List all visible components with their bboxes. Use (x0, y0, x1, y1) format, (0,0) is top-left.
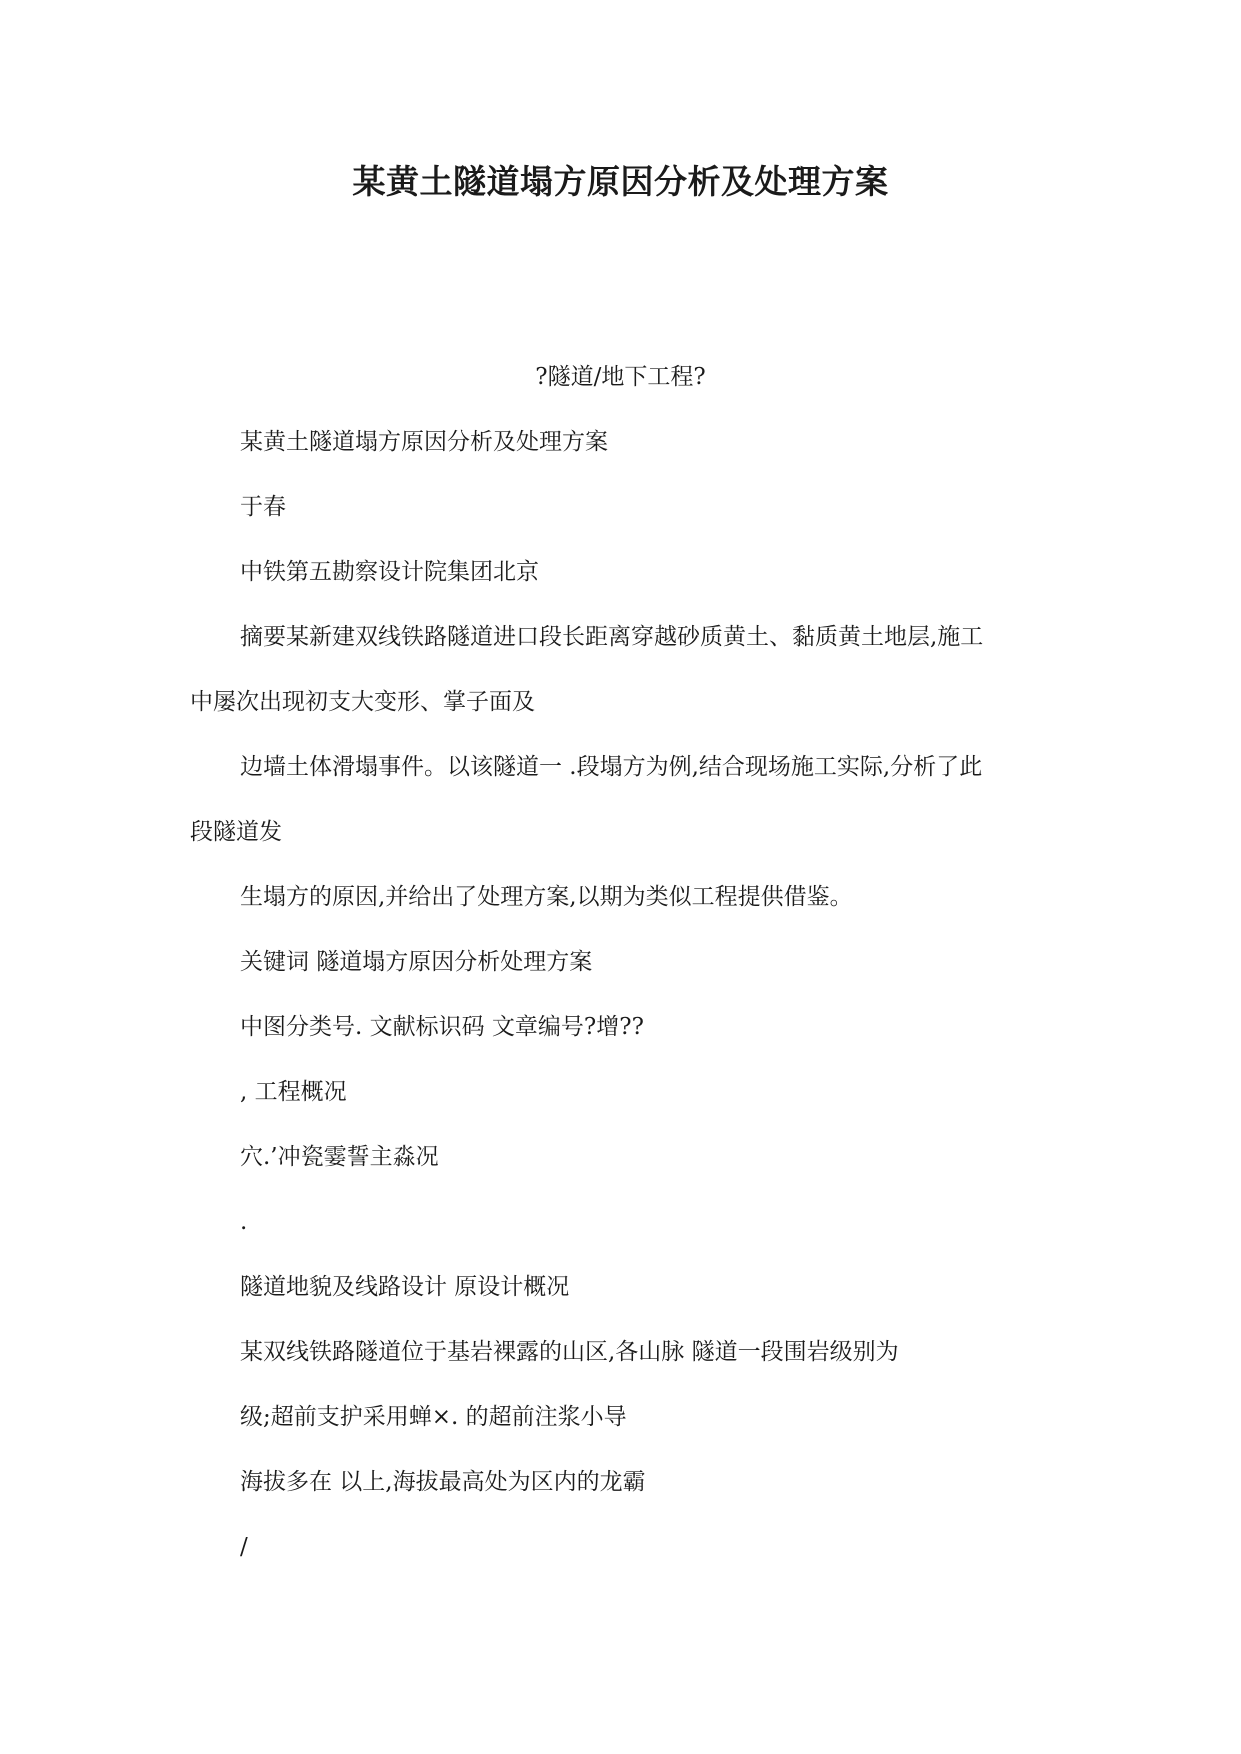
text-line: , 工程概况 (240, 1079, 347, 1105)
text-line: 某双线铁路隧道位于基岩裸露的山区,各山脉 隧道一段围岩级别为 (240, 1339, 899, 1365)
text-line: / (240, 1534, 248, 1560)
text-line: 中屡次出现初支大变形、掌子面及 (190, 689, 535, 715)
text-line: 于春 (240, 494, 286, 520)
text-line: 级;超前支护采用蝉×. 的超前注浆小导 (240, 1404, 627, 1430)
text-line: 关键词 隧道塌方原因分析处理方案 (240, 949, 593, 975)
text-line: 边墙土体滑塌事件。以该隧道一 .段塌方为例,结合现场施工实际,分析了此 (240, 754, 983, 780)
text-line: . (240, 1209, 248, 1235)
text-line: 某黄土隧道塌方原因分析及处理方案 (240, 429, 608, 455)
text-line: 穴.’冲瓷霎誓主淼况 (240, 1144, 439, 1170)
text-line: 中铁第五勘察设计院集团北京 (240, 559, 539, 585)
document-title: 某黄土隧道塌方原因分析及处理方案 (352, 162, 889, 201)
text-line: 生塌方的原因,并给出了处理方案,以期为类似工程提供借鉴。 (240, 884, 853, 910)
text-line: 段隧道发 (190, 819, 282, 845)
text-line: 海拔多在 以上,海拔最高处为区内的龙霸 (240, 1469, 646, 1495)
text-line: 中图分类号. 文献标识码 文章编号?增?? (240, 1014, 644, 1040)
text-line: 摘要某新建双线铁路隧道进口段长距离穿越砂质黄土、黏质黄土地层,施工 (240, 624, 984, 650)
text-line: 隧道地貌及线路设计 原设计概况 (240, 1274, 570, 1300)
document-category: ?隧道/地下工程? (535, 364, 706, 390)
